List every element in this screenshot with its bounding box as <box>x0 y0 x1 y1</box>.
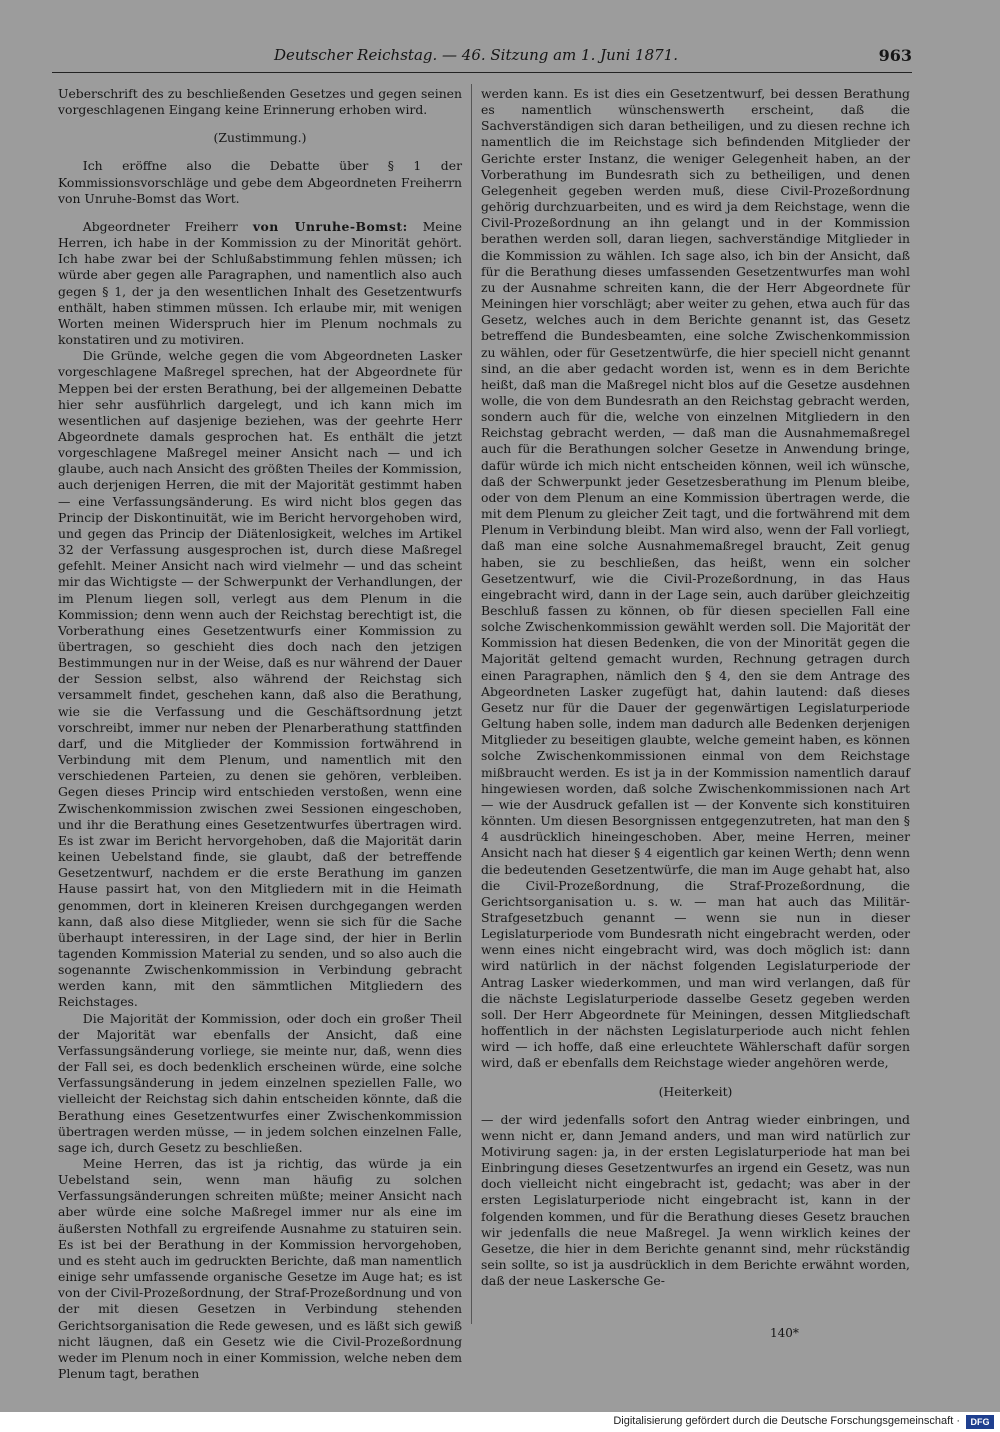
right-column <box>481 86 910 1289</box>
speaker-role: Abgeordneter Freiherr <box>82 218 238 234</box>
paragraph: — der wird jedenfalls sofort den Antrag wieder einbringen, und wenn nicht er, dann Jemand anders, und man wird natürlich zur Motivirung sagen: ja, in der ersten Legislaturperiode hat man bei Einbringung dieses Gesetzentwurfes an irgend ein Gesetz, was nun doch vielleicht nicht eingebracht ist, gedacht; was aber in der ersten Legislaturperiode nicht eingebracht ist, kann in der folgenden kommen, und für die Berathung dieses Gesetz brauchen wir jedenfalls die neue Maßregel. Ja wenn wirklich keines der Gesetze, die hier in dem Berichte genannt sind, mehr rückständig sein sollte, so ist ja ausdrücklich in dem Berichte erwähnt worden, daß der neue Laskersche Ge- <box>481 1111 910 1289</box>
footer-credit: Digitalisierung gefördert durch die Deutsche Forschungsgemeinschaft · <box>613 1415 960 1427</box>
paragraph: Ueberschrift des zu beschließenden Gesetzes und gegen seinen vorgeschlagenen Eingang keine Erinnerung erhoben wird. <box>58 86 462 118</box>
interjection: (Zustimmung.) <box>213 130 307 146</box>
paragraph: Die Gründe, welche gegen die vom Abgeordneten Lasker vorgeschlagene Maßregel sprechen, hat der Abgeordnete für Meppen bei der ersten Berathung, bei der allgemeinen Debatte hier sehr ausführlich dargelegt, und ich kann mich im wesentlichen auf dasjenige beziehen, was der geehrte Herr Abgeordnete damals gesprochen hat. Es enthält die jetzt vorgeschlagene Maßregel meiner Ansicht nach — und ich glaube, auch nach Ansicht des größten Theiles der Kommission, auch derjenigen Herren, die mit der Majorität gestimmt haben — eine Verfassungsänderung. Es wird nicht blos gegen das Princip der Diskontinuität, wie im Bericht hervorgehoben wird, und gegen das Princip der Diätenlosigkeit, welches im Artikel 32 der Verfassung ausgesprochen ist, durch diese Maßregel gefehlt. Meiner Ansicht nach wird vielmehr — und das scheint mir das Wichtigste — der Schwerpunkt der Verhandlungen, der im Plenum liegen soll, verlegt aus dem Plenum in die Kommission; denn wenn auch der Reichstag berechtigt ist, die Vorberathung eines Gesetzentwurfs einer Kommission zu übertragen, so geschieht dies doch nach den jetzigen Bestimmungen nur in der Weise, daß es nur während der Dauer der Session selbst, also während der Reichstag sich versammelt findet, geschehen kann, daß also die Berathung, wie sie die Verfassung und die Geschäftsordnung jetzt vorschreibt, immer nur neben der Plenarberathung stattfinden darf, und die Mitglieder der Kommission fortwährend in Verbindung mit dem Plenum, und namentlich mit den verschiedenen Parteien, zu denen sie gehören, verbleiben. Gegen dieses Princip wird entschieden verstoßen, wenn eine Zwischenkommission zwischen zwei Sessionen eingeschoben, und ihr die Berathung eines Gesetzentwurfes übertragen wird. Es ist zwar im Bericht hervorgehoben, daß die Majorität darin keinen Uebelstand finde, sie glaubt, daß der betreffende Gesetzentwurf, nachdem er die erste Berathung im ganzen Hause passirt hat, von den Mitgliedern mit in die Heimath genommen, dort in kleineren Kreisen durchgegangen werden kann, daß also diese Mitglieder, wenn sie sich für die Sache überhaupt interessiren, in der Lage sind, der hier in Berlin tagenden Kommission Material zu senden, und so also auch die sogenannte Zwischenkommission in Verbindung gebracht werden kann, mit den sämmtlichen Mitgliedern des Reichstages. <box>58 348 462 1010</box>
header-rule <box>52 72 912 73</box>
column-divider <box>471 84 472 1324</box>
left-column <box>58 86 462 1382</box>
paragraph: Ich eröffne also die Debatte über § 1 der Kommissionsvorschläge und gebe dem Abgeordneten Freiherrn von Unruhe-Bomst das Wort. <box>58 158 462 206</box>
dfg-logo: DFG <box>966 1415 994 1429</box>
speech-opening <box>58 219 462 348</box>
footer-bar <box>0 1412 1000 1432</box>
paragraph: Die Majorität der Kommission, oder doch ein großer Theil der Majorität war ebenfalls der Ansicht, daß eine Verfassungsänderung vorliege, sie meinte nur, daß, wenn dies der Fall sei, es doch bedenklich erscheinen würde, eine solche Verfassungsänderung in jedem einzelnen speziellen Falle, wo vielleicht der Reichstag sich dahin entscheiden könnte, daß die Berathung eines Gesetzentwurfes einer Zwischenkommission übertragen werden müsse, — in jedem solchen einzelnen Falle, sage ich, durch Gesetz zu beschließen. <box>58 1010 462 1155</box>
paragraph: Meine Herren, das ist ja richtig, das würde ja ein Uebelstand sein, wenn man häufig zu solchen Verfassungsänderungen schreiten müßte; meiner Ansicht nach aber würde eine solche Maßregel immer nur als eine im äußersten Nothfall zu ergreifende Ausnahme zu statuiren sein. Es ist bei der Berathung in der Kommission hervorgehoben, und es steht auch im gedruckten Berichte, daß man namentlich einige sehr umfassende organische Gesetze im Auge hat; es ist von der Civil-Prozeßordnung, der Straf-Prozeßordnung und von der mit diesen Gesetzen in Verbindung stehenden Gerichtsorganisation die Rede gewesen, und es läßt sich gewiß nicht läugnen, daß ein Gesetz wie die Civil-Prozeßordnung weder im Plenum noch in einer Kommission, welche neben dem Plenum tagt, berathen <box>58 1156 462 1382</box>
speaker-name: von Unruhe-Bomst: <box>252 218 408 234</box>
paragraph: werden kann. Es ist dies ein Gesetzentwurf, bei dessen Berathung es namentlich wünschenswerth erscheint, daß die Sachverständigen sich daran betheiligen, und zu diesen rechne ich namentlich die im Reichstage sich befindenden Mitglieder der Gerichte erster Instanz, die weniger Gelegenheit haben, an der Vorberathung im Bundesrath sich zu betheiligen, und denen Gelegenheit gegeben werden muß, diese Civil-Prozeßordnung gehörig durchzuarbeiten, und es wird ja dem Reichstage, wenn die Civil-Prozeßordnung an ihn gelangt und in der Kommission berathen werden soll, daran liegen, sachverständige Mitglieder in die Kommission zu wählen. Ich sage also, ich bin der Ansicht, daß für die Berathung dieses umfassenden Gesetzentwurfes man wohl zu der Ausnahme schreiten kann, die der Herr Abgeordnete für Meiningen hier vorschlägt; aber weiter zu gehen, etwa auch für das Gesetz, welches auch in dem Berichte genannt ist, das Gesetz betreffend die Bundesbeamten, eine solche Zwischenkommission zu wählen, oder für Gesetzentwürfe, die hier speciell nicht genannt sind, an die aber gedacht worden ist, wenn es in dem Berichte heißt, daß man die Maßregel nicht blos auf die Gesetze ausdehnen wolle, die von dem Bundesrath an den Reichstag gebracht werden, sondern auch für die, welche von einzelnen Mitgliedern in den Reichstag gebracht werden, — daß man die Ausnahmemaßregel auch für die Berathungen solcher Gesetze in Anwendung bringe, dafür würde ich mich nicht entscheiden können, weil ich wünsche, daß der Schwerpunkt jeder Gesetzesberathung im Plenum bleibe, oder von dem Plenum an eine Kommission übertragen werde, die mit dem Plenum zu gleicher Zeit tagt, und die fortwährend mit dem Plenum in Verbindung bleibt. Man wird also, wenn der Fall vorliegt, daß man eine solche Ausnahmemaßregel braucht, Zeit genug haben, sie zu beschließen, das heißt, wenn ein solcher Gesetzentwurf, wie die Civil-Prozeßordnung, in das Haus eingebracht wird, dann in der Lage sein, auch darüber gleichzeitig Beschluß fassen zu können, ob für diesen speciellen Fall eine solche Zwischenkommission gewählt werden soll. Die Majorität der Kommission hat diesen Bedenken, die von der Minorität gegen die Majorität geltend gemacht wurden, Rechnung getragen durch einen Paragraphen, nämlich den § 4, den sie dem Antrage des Abgeordneten Lasker zugefügt hat, dahin lautend: daß dieses Gesetz nur für die Dauer der gegenwärtigen Legislaturperiode Geltung haben solle, indem man dadurch alle Bedenken derjenigen Mitglieder zu beseitigen glaubte, welche gemeint haben, es können solche Zwischenkommissionen einmal von dem Reichstage mißbraucht werden. Es ist ja in der Kommission namentlich darauf hingewiesen worden, daß solche Zwischenkommissionen nach Art — wie der Ausdruck gefallen ist — der Konvente sich konstituiren könnten. Um diesen Besorgnissen entgegenzutreten, hat man den § 4 ausdrücklich hineingeschoben. Aber, meine Herren, meiner Ansicht nach hat dieser § 4 eigentlich gar keinen Werth; denn wenn die bedeutenden Gesetzentwürfe, die man im Auge gehabt hat, also die Civil-Prozeßordnung, die Straf-Prozeßordnung, die Gerichtsorganisation u. s. w. — man hat auch das Militär-Strafgesetzbuch genannt — wenn sie nun in dieser Legislaturperiode vom Bundesrath nicht eingebracht werden, oder wenn eines nicht eingebracht wird, was doch möglich ist: dann wird natürlich in der nächst folgenden Legislaturperiode der Antrag Lasker wiederkommen, und man wird verlangen, daß für die nächste Legislaturperiode dasselbe Gesetz gegeben werden soll. Der Herr Abgeordnete für Meiningen, dessen Mitgliedschaft hoffentlich in der nächsten Legislaturperiode auch nicht fehlen wird — ich hoffe, daß eine erleuchtete Wählerschaft dafür sorgen wird, daß er ebenfalls dem Reichstage wieder angehören werde, <box>481 86 910 1071</box>
page-header <box>40 46 912 70</box>
interjection: (Heiterkeit) <box>658 1083 733 1099</box>
header-title: Deutscher Reichstag. — 46. Sitzung am 1. Juni 1871. <box>274 46 678 64</box>
speech-text: Meine Herren, ich habe in der Kommission zu der Minorität gehört. Ich habe zwar bei der Schlußabstimmung fehlen müssen; ich würde aber gegen alle Paragraphen, und namentlich also auch gegen § 1, der ja den wesentlichen Inhalt des Gesetzentwurfs enthält, haben stimmen müssen. Ich erlaube mir, mit wenigen Worten meinen Widerspruch hier im Plenum nochmals zu konstatiren und zu motiviren. <box>58 218 462 348</box>
sheet-mark: 140* <box>770 1326 799 1340</box>
page-number: 963 <box>878 46 912 65</box>
